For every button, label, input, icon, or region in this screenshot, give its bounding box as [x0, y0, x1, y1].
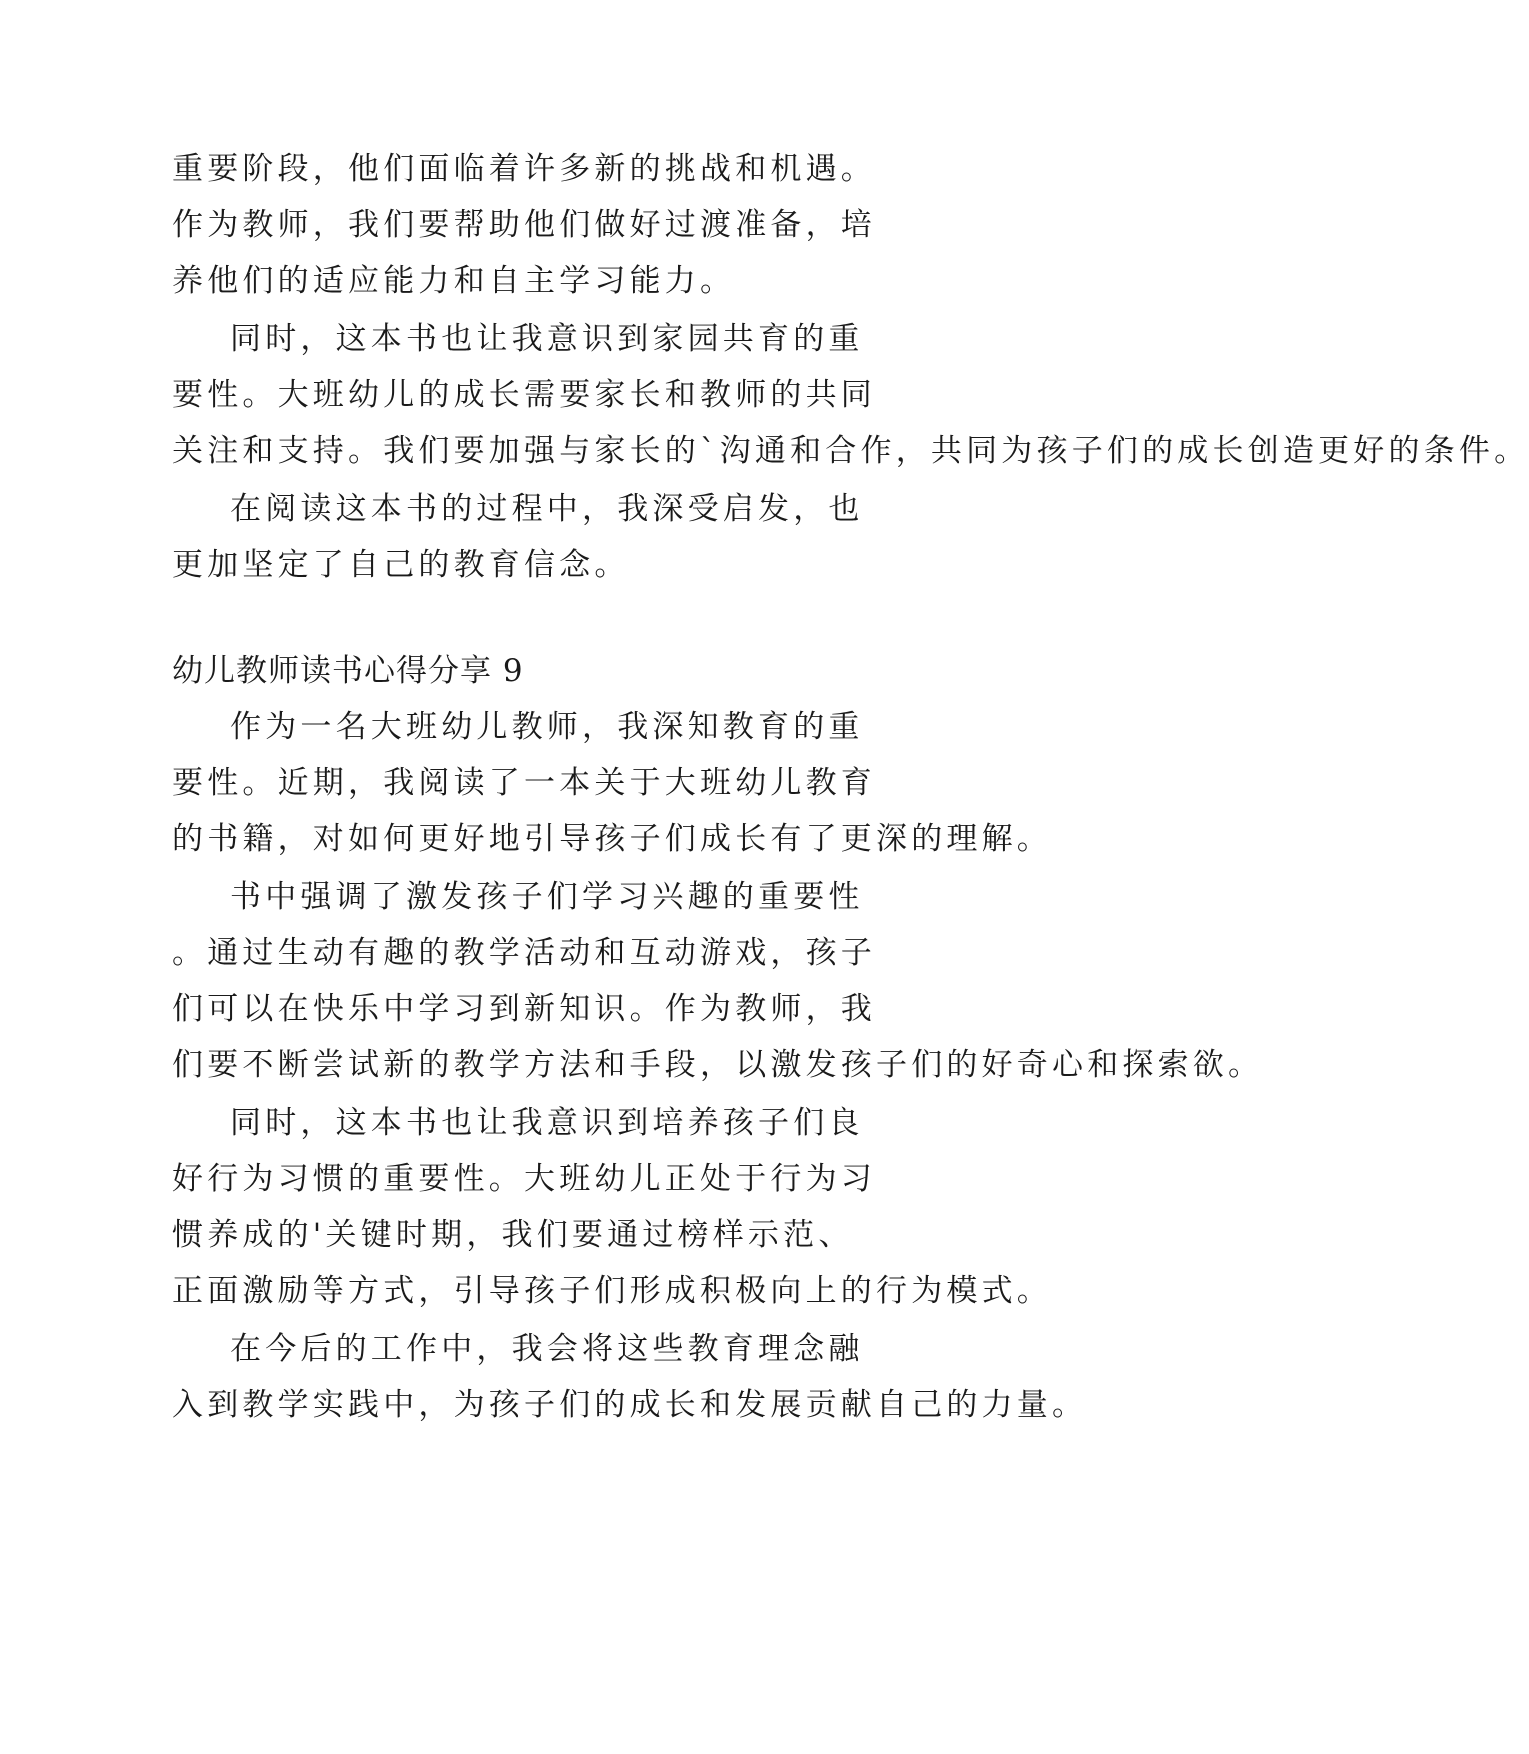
paragraph: 重要阶段，他们面临着许多新的挑战和机遇。	[172, 151, 876, 187]
paragraph: 惯养成的'关键时期，我们要通过榜样示范、	[172, 1217, 854, 1253]
paragraph: 作为一名大班幼儿教师，我深知教育的重	[230, 709, 864, 745]
paragraph: 关注和支持。我们要加强与家长的`沟通和合作，共同为孩子们的成长创造更好的条件。	[172, 433, 1529, 469]
paragraph: 同时，这本书也让我意识到家园共育的重	[230, 321, 864, 357]
paragraph: 要性。近期，我阅读了一本关于大班幼儿教育	[172, 765, 876, 801]
paragraph: 养他们的适应能力和自主学习能力。	[172, 263, 736, 299]
paragraph: 入到教学实践中，为孩子们的成长和发展贡献自己的力量。	[172, 1387, 1088, 1423]
section-title: 幼儿教师读书心得分享 9	[172, 653, 524, 689]
paragraph: 的书籍，对如何更好地引导孩子们成长有了更深的理解。	[172, 821, 1052, 857]
paragraph: 在阅读这本书的过程中，我深受启发，也	[230, 491, 864, 527]
paragraph: 作为教师，我们要帮助他们做好过渡准备，培	[172, 207, 876, 243]
paragraph: 更加坚定了自己的教育信念。	[172, 547, 630, 583]
paragraph: 好行为习惯的重要性。大班幼儿正处于行为习	[172, 1161, 876, 1197]
paragraph: 。通过生动有趣的教学活动和互动游戏，孩子	[172, 935, 876, 971]
paragraph: 们可以在快乐中学习到新知识。作为教师，我	[172, 991, 876, 1027]
paragraph: 们要不断尝试新的教学方法和手段，以激发孩子们的好奇心和探索欲。	[172, 1047, 1264, 1083]
paragraph: 在今后的工作中，我会将这些教育理念融	[230, 1331, 864, 1367]
paragraph: 正面激励等方式，引导孩子们形成积极向上的行为模式。	[172, 1273, 1052, 1309]
paragraph: 书中强调了激发孩子们学习兴趣的重要性	[230, 879, 864, 915]
paragraph: 同时，这本书也让我意识到培养孩子们良	[230, 1105, 864, 1141]
paragraph: 要性。大班幼儿的成长需要家长和教师的共同	[172, 377, 876, 413]
